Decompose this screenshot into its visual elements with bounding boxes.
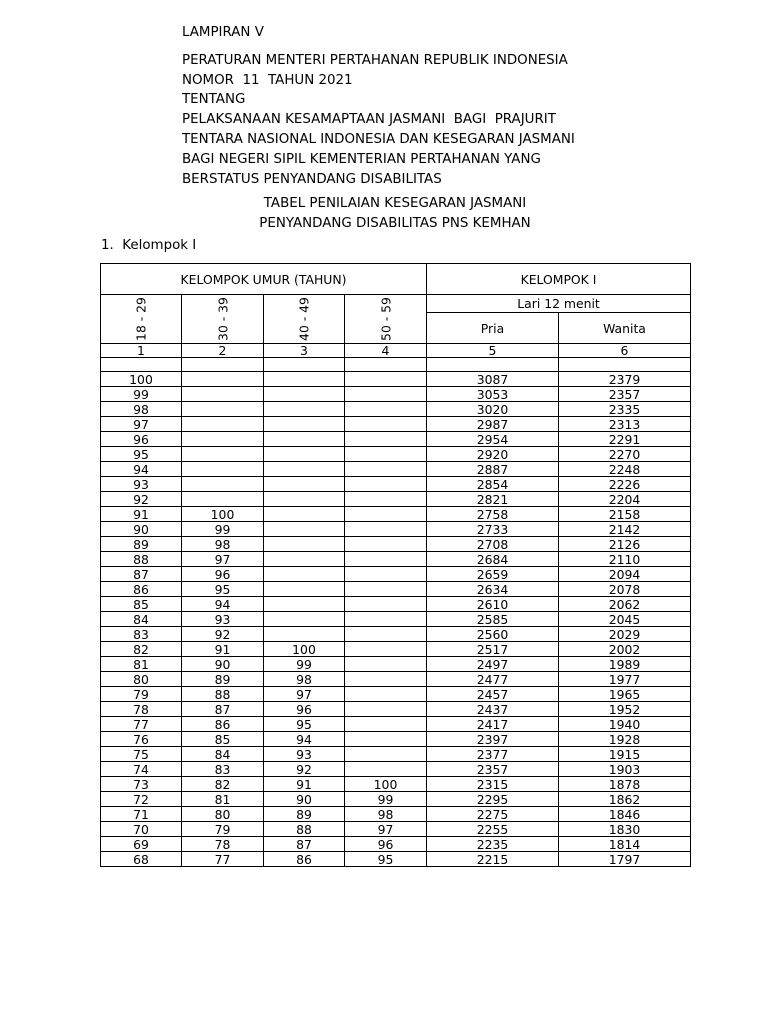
table-cell	[345, 432, 427, 447]
table-cell: 2270	[559, 447, 691, 462]
table-row	[101, 612, 691, 627]
table-cell: 1814	[559, 837, 691, 852]
table-cell: 2987	[427, 417, 559, 432]
header-line: PELAKSANAAN KESAMAPTAAN JASMANI BAGI PRAJURIT	[182, 112, 556, 128]
age-col-header: 50 - 59	[345, 295, 427, 344]
table-cell: 95	[264, 717, 345, 732]
table-cell	[264, 447, 345, 462]
table-cell	[182, 492, 264, 507]
blank-cell	[559, 358, 691, 372]
table-row	[101, 627, 691, 642]
table-row	[101, 807, 691, 822]
table-cell: 88	[182, 687, 264, 702]
table-cell: 2235	[427, 837, 559, 852]
table-cell	[182, 417, 264, 432]
table-cell: 79	[182, 822, 264, 837]
header-line: BERSTATUS PENYANDANG DISABILITAS	[182, 171, 442, 187]
table-cell: 1862	[559, 792, 691, 807]
table-cell: 74	[101, 762, 182, 777]
header-line: LAMPIRAN V	[182, 25, 264, 40]
table-cell: 2477	[427, 672, 559, 687]
header-line: TENTARA NASIONAL INDONESIA DAN KESEGARAN JASMANI	[182, 131, 575, 147]
table-cell: 2954	[427, 432, 559, 447]
table-cell: 81	[182, 792, 264, 807]
table-cell: 76	[101, 732, 182, 747]
table-cell: 2275	[427, 807, 559, 822]
table-cell	[182, 462, 264, 477]
table-cell: 2291	[559, 432, 691, 447]
table-cell: 2733	[427, 522, 559, 537]
table-cell	[345, 597, 427, 612]
table-cell: 88	[264, 822, 345, 837]
table-cell	[264, 462, 345, 477]
table-cell	[264, 432, 345, 447]
table-cell	[345, 447, 427, 462]
table-cell: 2920	[427, 447, 559, 462]
test-header: Lari 12 menit	[427, 295, 691, 313]
table-row	[101, 837, 691, 852]
table-cell: 80	[182, 807, 264, 822]
table-cell: 3053	[427, 387, 559, 402]
table-cell: 2610	[427, 597, 559, 612]
table-row	[101, 672, 691, 687]
table-cell: 77	[182, 852, 264, 867]
table-cell: 2437	[427, 702, 559, 717]
table-cell: 99	[101, 387, 182, 402]
table-cell	[264, 477, 345, 492]
table-cell	[345, 387, 427, 402]
table-cell: 2315	[427, 777, 559, 792]
table-cell	[264, 597, 345, 612]
table-cell	[182, 387, 264, 402]
table-cell: 2821	[427, 492, 559, 507]
table-cell: 1928	[559, 732, 691, 747]
table-cell	[182, 402, 264, 417]
table-cell: 1903	[559, 762, 691, 777]
header-line: BAGI NEGERI SIPIL KEMENTERIAN PERTAHANAN YANG	[182, 151, 541, 167]
table-cell: 90	[101, 522, 182, 537]
document-header	[182, 23, 575, 189]
table-cell: 2659	[427, 567, 559, 582]
table-cell	[345, 717, 427, 732]
table-cell: 2684	[427, 552, 559, 567]
table-cell: 84	[182, 747, 264, 762]
table-cell	[345, 672, 427, 687]
table-cell: 96	[264, 702, 345, 717]
table-row	[101, 432, 691, 447]
table-cell	[345, 732, 427, 747]
table-cell	[345, 402, 427, 417]
table-row	[101, 477, 691, 492]
table-cell: 90	[264, 792, 345, 807]
table-row	[101, 522, 691, 537]
table-cell: 2094	[559, 567, 691, 582]
table-row	[101, 732, 691, 747]
table-cell: 78	[182, 837, 264, 852]
table-cell: 1915	[559, 747, 691, 762]
table-cell: 2029	[559, 627, 691, 642]
table-cell	[264, 537, 345, 552]
table-cell: 2215	[427, 852, 559, 867]
table-cell	[345, 507, 427, 522]
table-cell	[345, 642, 427, 657]
table-cell	[264, 552, 345, 567]
table-cell: 2110	[559, 552, 691, 567]
table-cell: 82	[101, 642, 182, 657]
table-cell: 91	[182, 642, 264, 657]
table-cell	[345, 657, 427, 672]
table-cell: 89	[264, 807, 345, 822]
table-cell: 2062	[559, 597, 691, 612]
table-cell: 93	[182, 612, 264, 627]
table-cell: 97	[182, 552, 264, 567]
col-number: 5	[427, 344, 559, 358]
table-row	[101, 747, 691, 762]
age-group-header: KELOMPOK UMUR (TAHUN)	[101, 264, 427, 295]
col-number: 3	[264, 344, 345, 358]
table-cell	[264, 387, 345, 402]
table-cell	[264, 612, 345, 627]
table-cell	[182, 372, 264, 387]
table-cell	[345, 747, 427, 762]
blank-cell	[264, 358, 345, 372]
table-row	[101, 717, 691, 732]
table-row	[101, 417, 691, 432]
col-number: 4	[345, 344, 427, 358]
table-cell: 85	[182, 732, 264, 747]
table-row	[101, 582, 691, 597]
table-cell: 100	[182, 507, 264, 522]
table-title-line1: TABEL PENILAIAN KESEGARAN JASMANI	[263, 196, 527, 211]
table-row	[101, 597, 691, 612]
table-row	[101, 462, 691, 477]
table-cell: 2457	[427, 687, 559, 702]
table-cell: 2158	[559, 507, 691, 522]
table-cell: 2634	[427, 582, 559, 597]
table-cell: 94	[101, 462, 182, 477]
table-cell	[264, 522, 345, 537]
table-title	[100, 194, 690, 233]
kelompok-header: KELOMPOK I	[427, 264, 691, 295]
table-row	[101, 702, 691, 717]
table-cell: 83	[101, 627, 182, 642]
blank-cell	[345, 358, 427, 372]
table-cell: 79	[101, 687, 182, 702]
table-cell	[264, 372, 345, 387]
table-row	[101, 447, 691, 462]
table-cell	[264, 417, 345, 432]
table-row	[101, 492, 691, 507]
table-cell: 72	[101, 792, 182, 807]
table-cell: 2560	[427, 627, 559, 642]
table-cell: 80	[101, 672, 182, 687]
table-row	[101, 792, 691, 807]
table-cell: 100	[345, 777, 427, 792]
table-row	[101, 642, 691, 657]
table-cell: 2377	[427, 747, 559, 762]
table-cell: 75	[101, 747, 182, 762]
table-cell: 85	[101, 597, 182, 612]
table-cell: 97	[345, 822, 427, 837]
table-cell: 2226	[559, 477, 691, 492]
table-cell: 3020	[427, 402, 559, 417]
table-cell: 86	[264, 852, 345, 867]
table-cell: 1830	[559, 822, 691, 837]
table-cell: 96	[345, 837, 427, 852]
table-cell: 81	[101, 657, 182, 672]
table-cell: 87	[101, 567, 182, 582]
table-cell: 1846	[559, 807, 691, 822]
table-row	[101, 852, 691, 867]
table-cell: 2357	[559, 387, 691, 402]
table-cell	[264, 492, 345, 507]
table-cell: 2517	[427, 642, 559, 657]
table-cell	[345, 687, 427, 702]
table-cell: 1797	[559, 852, 691, 867]
blank-cell	[182, 358, 264, 372]
table-row	[101, 777, 691, 792]
table-cell: 95	[182, 582, 264, 597]
table-cell	[345, 627, 427, 642]
table-cell: 97	[101, 417, 182, 432]
table-cell	[345, 582, 427, 597]
table-cell: 95	[345, 852, 427, 867]
table-cell: 82	[182, 777, 264, 792]
table-cell	[345, 552, 427, 567]
table-cell: 2758	[427, 507, 559, 522]
table-cell: 1989	[559, 657, 691, 672]
table-cell	[264, 582, 345, 597]
table-cell: 2417	[427, 717, 559, 732]
table-cell: 77	[101, 717, 182, 732]
col-number: 2	[182, 344, 264, 358]
section-label: 1. Kelompok I	[101, 238, 197, 253]
table-cell: 2295	[427, 792, 559, 807]
table-cell: 91	[101, 507, 182, 522]
table-cell	[345, 702, 427, 717]
table-cell: 2248	[559, 462, 691, 477]
header-line: TENTANG	[182, 92, 246, 108]
table-cell: 93	[101, 477, 182, 492]
table-cell: 3087	[427, 372, 559, 387]
table-row	[101, 762, 691, 777]
table-cell: 69	[101, 837, 182, 852]
table-cell	[345, 417, 427, 432]
header-line: PERATURAN MENTERI PERTAHANAN REPUBLIK INDONESIA	[182, 52, 568, 68]
table-cell: 1878	[559, 777, 691, 792]
table-cell: 2397	[427, 732, 559, 747]
table-row	[101, 687, 691, 702]
table-cell: 78	[101, 702, 182, 717]
table-cell: 98	[101, 402, 182, 417]
table-cell: 86	[182, 717, 264, 732]
table-cell	[345, 462, 427, 477]
table-cell	[264, 402, 345, 417]
table-cell: 71	[101, 807, 182, 822]
table-cell: 92	[101, 492, 182, 507]
table-cell: 99	[182, 522, 264, 537]
table-cell: 89	[101, 537, 182, 552]
table-cell: 2255	[427, 822, 559, 837]
header-line: NOMOR 11 TAHUN 2021	[182, 72, 353, 88]
table-row	[101, 402, 691, 417]
table-row	[101, 657, 691, 672]
age-col-header: 18 - 29	[101, 295, 182, 344]
table-cell	[264, 567, 345, 582]
col-number: 6	[559, 344, 691, 358]
table-cell: 98	[264, 672, 345, 687]
table-cell: 97	[264, 687, 345, 702]
age-col-header: 30 - 39	[182, 295, 264, 344]
table-cell: 1965	[559, 687, 691, 702]
table-cell: 94	[264, 732, 345, 747]
table-cell: 2335	[559, 402, 691, 417]
table-row	[101, 537, 691, 552]
blank-cell	[101, 358, 182, 372]
table-cell: 2045	[559, 612, 691, 627]
table-cell: 70	[101, 822, 182, 837]
table-title-line2: PENYANDANG DISABILITAS PNS KEMHAN	[259, 215, 531, 231]
table-cell	[345, 372, 427, 387]
table-cell: 90	[182, 657, 264, 672]
table-cell: 93	[264, 747, 345, 762]
table-cell: 86	[101, 582, 182, 597]
table-cell: 2357	[427, 762, 559, 777]
blank-row	[101, 358, 691, 372]
wanita-header: Wanita	[559, 313, 691, 344]
table-cell	[264, 627, 345, 642]
table-cell	[345, 567, 427, 582]
table-cell	[345, 612, 427, 627]
table-row	[101, 372, 691, 387]
table-cell: 84	[101, 612, 182, 627]
table-cell: 83	[182, 762, 264, 777]
table-cell: 89	[182, 672, 264, 687]
age-col-header: 40 - 49	[264, 295, 345, 344]
table-cell: 2585	[427, 612, 559, 627]
table-cell: 68	[101, 852, 182, 867]
table-cell: 94	[182, 597, 264, 612]
table-row	[101, 507, 691, 522]
table-cell	[182, 447, 264, 462]
table-cell: 2142	[559, 522, 691, 537]
score-table	[100, 263, 691, 867]
table-cell	[264, 507, 345, 522]
table-cell: 2204	[559, 492, 691, 507]
table-cell	[182, 477, 264, 492]
table-cell: 95	[101, 447, 182, 462]
table-cell: 2708	[427, 537, 559, 552]
table-cell: 96	[182, 567, 264, 582]
table-cell	[345, 522, 427, 537]
table-cell: 1952	[559, 702, 691, 717]
table-cell: 91	[264, 777, 345, 792]
table-cell: 87	[264, 837, 345, 852]
table-cell	[345, 477, 427, 492]
table-cell: 2126	[559, 537, 691, 552]
table-cell: 2078	[559, 582, 691, 597]
table-cell: 2379	[559, 372, 691, 387]
col-number: 1	[101, 344, 182, 358]
table-row	[101, 552, 691, 567]
table-cell: 2887	[427, 462, 559, 477]
table-cell: 100	[264, 642, 345, 657]
table-cell: 2854	[427, 477, 559, 492]
table-cell: 98	[182, 537, 264, 552]
pria-header: Pria	[427, 313, 559, 344]
table-cell: 88	[101, 552, 182, 567]
table-cell: 2497	[427, 657, 559, 672]
table-cell: 87	[182, 702, 264, 717]
table-cell	[345, 762, 427, 777]
table-cell: 2002	[559, 642, 691, 657]
blank-cell	[427, 358, 559, 372]
table-cell: 92	[264, 762, 345, 777]
table-cell: 92	[182, 627, 264, 642]
table-cell	[345, 492, 427, 507]
table-row	[101, 387, 691, 402]
table-cell: 1940	[559, 717, 691, 732]
table-cell	[182, 432, 264, 447]
table-cell: 96	[101, 432, 182, 447]
table-cell: 99	[345, 792, 427, 807]
table-row	[101, 567, 691, 582]
table-cell: 1977	[559, 672, 691, 687]
table-cell: 99	[264, 657, 345, 672]
table-cell	[345, 537, 427, 552]
table-cell: 2313	[559, 417, 691, 432]
table-row	[101, 822, 691, 837]
table-cell: 73	[101, 777, 182, 792]
table-cell: 100	[101, 372, 182, 387]
table-cell: 98	[345, 807, 427, 822]
